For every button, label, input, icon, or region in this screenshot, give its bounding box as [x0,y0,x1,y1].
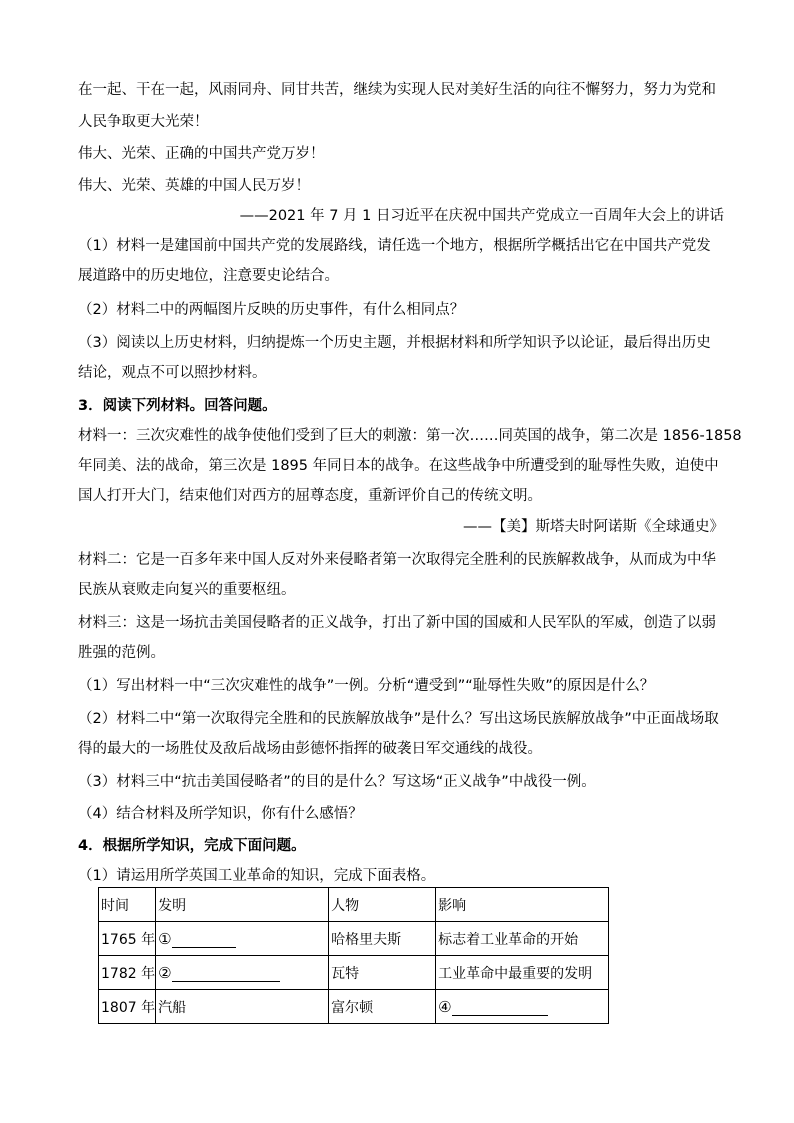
text-line: 年同美、法的战命，第三次是 1895 年同日本的战争。在这些战争中所遭受到的耻辱性失败，迫使中 [78,458,719,474]
question-item: （3）材料三中“抗击美国侵略者”的目的是什么？写这场“正义战争”中战役一例。 [78,774,596,790]
question-item: 结论，观点不可以照抄材料。 [78,365,267,381]
table-header-cell: 发明 [156,888,329,922]
text-line: 民族从衰败走向复兴的重要枢纽。 [78,582,296,598]
text-line: 材料三：这是一场抗击美国侵略者的正义战争，打出了新中国的国威和人民军队的军威，创造了以弱 [78,615,716,631]
table-cell-person: 瓦特 [329,956,436,990]
table-row [99,990,609,1024]
text-line: 伟大、光荣、正确的中国共产党万岁！ [78,146,325,162]
answer-blank[interactable] [172,967,280,982]
table-cell-person: 哈格里夫斯 [329,922,436,956]
table-cell-time: 1765 年 [99,922,156,956]
table-cell-time: 1782 年 [99,956,156,990]
text-line: 材料二：它是一百多年来中国人反对外来侵略者第一次取得完全胜利的民族解救战争，从而成为中华 [78,552,716,568]
table-row [99,956,609,990]
question-item: （1）写出材料一中“三次灾难性的战争”一例。分析“遭受到”“耻辱性失败”的原因是什么？ [78,678,655,694]
table-header-cell: 时间 [99,888,156,922]
text-line: 人民争取更大光荣！ [78,114,209,130]
question-item: （2）材料二中的两幅图片反映的历史事件，有什么相同点？ [78,302,465,318]
table-cell-time: 1807 年 [99,990,156,1024]
answer-blank[interactable] [452,1001,548,1016]
question-heading: 4．根据所学知识，完成下面问题。 [78,838,306,854]
citation: ——【美】斯塔夫时阿诺斯《全球通史》 [463,519,724,535]
question-heading: 3．阅读下列材料。回答问题。 [78,398,277,414]
answer-blank[interactable] [172,933,236,948]
question-item: （3）阅读以上历史材料，归纳提炼一个历史主题，并根据材料和所学知识予以论证，最后得出历史 [78,335,711,351]
table-cell-invention: 汽船 [156,990,329,1024]
text-line: 在一起、干在一起，风雨同舟、同甘共苦，继续为实现人民对美好生活的向往不懈努力，努力为党和 [78,82,716,98]
question-item: （1）材料一是建国前中国共产党的发展路线，请任选一个地方，根据所学概括出它在中国共产党发 [78,238,711,254]
table-cell-impact[interactable] [436,990,609,1024]
table-header-row [99,888,609,922]
text-line: 伟大、光荣、英雄的中国人民万岁！ [78,178,310,194]
citation: ——2021 年 7 月 1 日习近平在庆祝中国共产党成立一百周年大会上的讲话 [239,208,724,224]
table-cell-invention[interactable] [156,922,329,956]
table-header-cell: 影响 [436,888,609,922]
text-line: 国人打开大门，结束他们对西方的屈尊态度，重新评价自己的传统文明。 [78,488,542,504]
table-row [99,922,609,956]
table-cell-impact: 标志着工业革命的开始 [436,922,609,956]
answer-marker: ② [158,963,172,982]
question-item: （2）材料二中“第一次取得完全胜和的民族解放战争”是什么？写出这场民族解放战争”中正面战场取 [78,711,719,727]
answer-marker: ① [158,929,172,948]
industrial-revolution-table [98,887,609,1024]
table-header-cell: 人物 [329,888,436,922]
text-line: 材料一：三次灾难性的战争使他们受到了巨大的刺激：第一次……同英国的战争，第二次是 1856-1858 [78,428,742,444]
answer-marker: ④ [438,997,452,1016]
question-item: 得的最大的一场胜仗及敌后战场由彭德怀指挥的破袭日军交通线的战役。 [78,741,542,757]
table-cell-impact: 工业革命中最重要的发明 [436,956,609,990]
text-line: 胜强的范例。 [78,645,165,661]
table-cell-invention[interactable] [156,956,329,990]
table-cell-person: 富尔顿 [329,990,436,1024]
question-item: （1）请运用所学英国工业革命的知识，完成下面表格。 [78,868,436,884]
question-item: （4）结合材料及所学知识，你有什么感悟？ [78,806,363,822]
question-item: 展道路中的历史地位，注意要史论结合。 [78,268,339,284]
